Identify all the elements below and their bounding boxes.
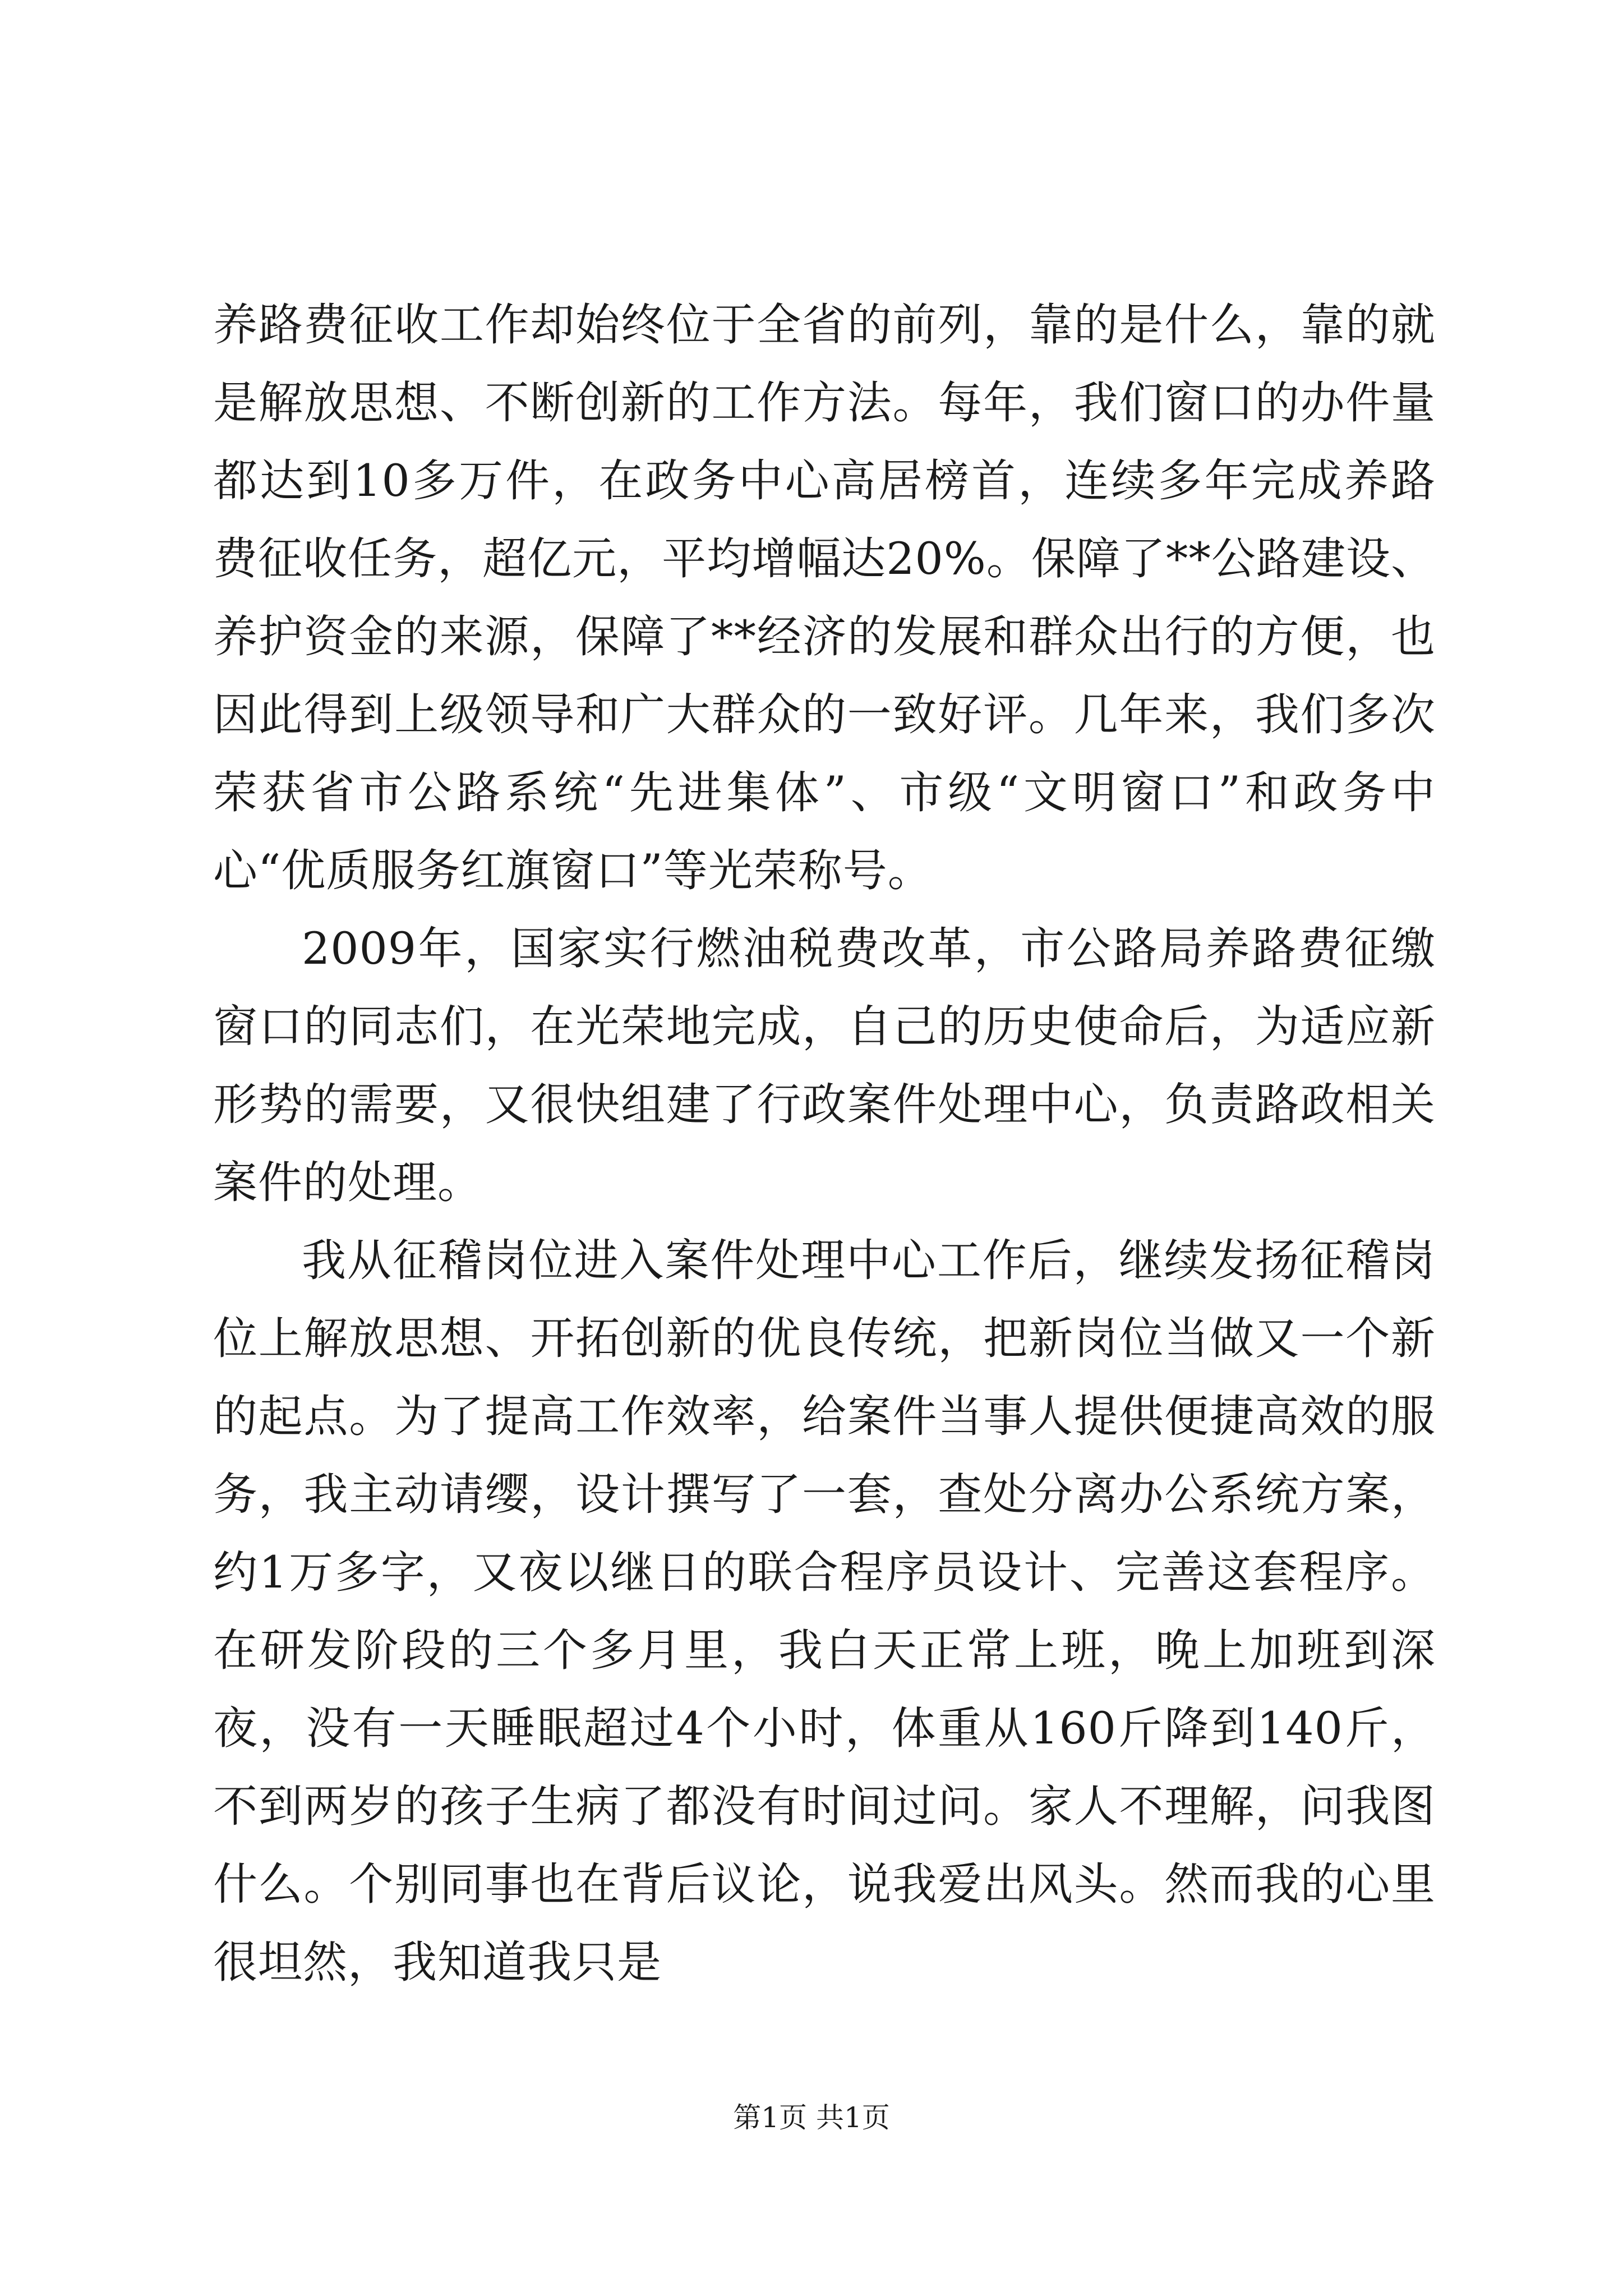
page-footer <box>0 2095 1623 2136</box>
paragraph-case-center-work: 我从征稽岗位进入案件处理中心工作后，继续发扬征稽岗位上解放思想、开拓创新的优良传统，把新岗位当做又一个新的起点。为了提高工作效率，给案件当事人提供便捷高效的服务，我主动请缨，设计撰写了一套，查处分离办公系统方案，约1万多字，又夜以继日的联合程序员设计、完善这套程序。在研发阶段的三个多月里，我白天正常上班，晚上加班到深夜，没有一天睡眠超过4个小时，体重从160斤降到140斤，不到两岁的孩子生病了都没有时间过问。家人不理解，问我图什么。个别同事也在背后议论，说我爱出风头。然而我的心里很坦然，我知道我只是 <box>213 1235 1436 1988</box>
document-body <box>213 286 1436 2001</box>
page-number-label: 第1页 共1页 <box>733 2101 890 2134</box>
paragraph-continuation: 养路费征收工作却始终位于全省的前列，靠的是什么，靠的就是解放思想、不断创新的工作方法。每年，我们窗口的办件量都达到10多万件，在政务中心高居榜首，连续多年完成养路费征收任务，超亿元，平均增幅达20%。保障了**公路建设、养护资金的来源，保障了**经济的发展和群众出行的方便，也因此得到上级领导和广大群众的一致好评。几年来，我们多次荣获省市公路系统“先进集体”、市级“文明窗口”和政务中心“优质服务红旗窗口”等光荣称号。 <box>213 299 1436 896</box>
paragraph-fuel-tax-reform: 2009年，国家实行燃油税费改革，市公路局养路费征缴窗口的同志们，在光荣地完成，自己的历史使命后，为适应新形势的需要，又很快组建了行政案件处理中心，负责路政相关案件的处理。 <box>213 923 1436 1208</box>
